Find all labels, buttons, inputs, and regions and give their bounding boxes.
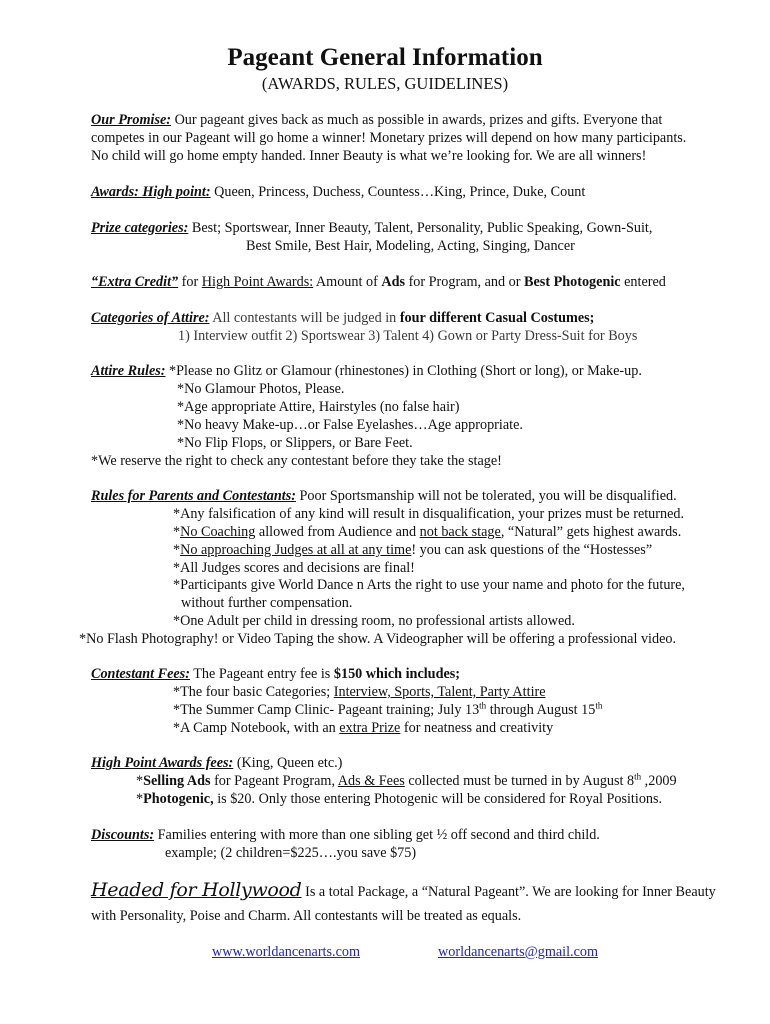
attire-rule-item: *No Glamour Photos, Please. [177,381,345,397]
fees-camp-a: *The Summer Camp Clinic- Pageant training; July 13 [173,702,480,718]
hp-fees-text: (King, Queen etc.) [233,755,343,771]
fees-categories-list: Interview, Sports, Talent, Party Attire [333,684,546,700]
extra-credit-line [91,274,666,292]
attire-label: Categories of Attire: [91,310,210,326]
hp-fees-ads-mid: for Pageant Program, [210,773,338,789]
hp-fees-item-photogenic [136,791,662,809]
fees-camp-sup-1: th [479,700,487,711]
promise-label: Our Promise: [91,112,172,128]
hollywood-line-2: with Personality, Poise and Charm. All contestants will be treated as equals. [91,908,522,924]
attire-rules-label: Attire Rules: [91,363,166,379]
promise-text-2: competes in our Pageant will go home a winner! Monetary prizes will depend on how many participants. [91,130,687,146]
attire-rules-first: *Please no Glitz or Glamour (rhinestones) in Clothing (Short or long), or Make-up. [165,363,642,379]
fees-camp-b: through August 15 [486,702,596,718]
fees-item-categories [173,684,546,702]
rules-label: Rules for Parents and Contestants: [91,488,296,504]
hollywood-text: Is a total Package, a “Natural Pageant”. We are looking for Inner Beauty [301,884,716,900]
rules-first: Poor Sportsmanship will not be tolerated, you will be disqualified. [295,488,677,504]
extra-credit-label: “Extra Credit” [91,274,179,290]
prize-line-1 [91,220,652,238]
ads-text: Ads [381,274,406,290]
extra-credit-for: for [178,274,202,290]
bullet-star: * [173,542,181,558]
fees-item-notebook [173,720,553,738]
rules-judges-end: ! you can ask questions of the “Hostesses” [411,542,653,558]
best-photogenic-text: Best Photogenic [524,274,621,290]
awards-label: Awards: High point: [91,184,211,200]
prize-text-1: Best; Sportswear, Inner Beauty, Talent, Personality, Public Speaking, Gown-Suit, [188,220,653,236]
selling-ads-text: Selling Ads [143,773,211,789]
discounts-text: Families entering with more than one sibling get ½ off second and third child. [154,827,600,843]
rules-item-judges [173,542,652,560]
attire-rule-item: *No heavy Make-up…or False Eyelashes…Age appropriate. [177,417,523,433]
promise-text-1: Our pageant gives back as much as possible in awards, prizes and gifts. Everyone that [171,112,663,128]
fees-notebook-pre: *A Camp Notebook, with an [173,720,340,736]
attire-rules-line-1 [91,363,642,381]
bullet-star: * [173,524,181,540]
fees-notebook-end: for neatness and creativity [400,720,554,736]
page-subtitle: (AWARDS, RULES, GUIDELINES) [261,74,509,93]
fees-text: The Pageant entry fee is [189,666,334,682]
fees-camp-sup-2: th [595,700,603,711]
fees-item-camp [173,702,602,720]
hp-fees-label: High Point Awards fees: [91,755,234,771]
headed-for-hollywood-script: Headed for Hollywood [91,879,302,901]
discounts-label: Discounts: [91,827,155,843]
ads-fees-text: Ads & Fees [337,773,405,789]
prize-label: Prize categories: [91,220,189,236]
fees-bold: $150 which includes; [333,666,461,682]
rules-coaching-end: , “Natural” gets highest awards. [500,524,682,540]
photogenic-text: Photogenic, [143,791,214,807]
rules-line-1 [91,488,677,506]
attire-rule-item: *Age appropriate Attire, Hairstyles (no false hair) [177,399,460,415]
attire-rule-item: *No Flip Flops, or Slippers, or Bare Feet. [177,435,413,451]
hp-fees-year: ,2009 [641,773,677,789]
email-link[interactable] [438,944,598,962]
bullet-star: * [136,773,144,789]
hp-fees-sup: th [634,771,642,782]
bullet-star: * [136,791,144,807]
no-approaching-judges-text: No approaching Judges at all at any time [180,542,412,558]
rules-item: without further compensation. [181,595,353,611]
extra-credit-mid: for Program, and or [405,274,525,290]
extra-prize-text: extra Prize [339,720,401,736]
extra-credit-end: entered [620,274,666,290]
promise-line-1 [91,112,662,130]
attire-list: 1) Interview outfit 2) Sportswear 3) Talent 4) Gown or Party Dress-Suit for Boys [178,328,638,344]
fees-label: Contestant Fees: [91,666,190,682]
attire-line-1 [91,310,594,328]
awards-line [91,184,585,202]
extra-credit-amount: Amount of [313,274,382,290]
rules-item: *All Judges scores and decisions are final! [173,560,415,576]
hp-fees-photogenic-end: is $20. Only those entering Photogenic will be considered for Royal Positions. [213,791,663,807]
email-link-text[interactable]: worldancenarts@gmail.com [438,944,599,960]
website-link[interactable] [212,944,360,962]
hp-fees-ads-end: collected must be turned in by August 8 [404,773,635,789]
no-coaching-text: No Coaching [180,524,256,540]
high-point-awards-text: High Point Awards: [201,274,314,290]
page-title: Pageant General Information [227,44,543,71]
discounts-example: example; (2 children=$225….you save $75) [165,845,417,861]
awards-text: Queen, Princess, Duchess, Countess…King, Prince, Duke, Count [210,184,586,200]
rules-item: *One Adult per child in dressing room, no professional artists allowed. [173,613,575,629]
not-back-stage-text: not back stage [419,524,501,540]
fees-categories-pre: *The four basic Categories; [173,684,334,700]
prize-text-2: Best Smile, Best Hair, Modeling, Acting, Singing, Dancer [246,238,575,254]
fees-line-1 [91,666,460,684]
discounts-line-1 [91,827,600,845]
rules-item: *Participants give World Dance n Arts the right to use your name and photo for the future, [173,577,685,593]
promise-text-3: No child will go home empty handed. Inner Beauty is what we’re looking for. We are all winners! [91,148,647,164]
attire-rules-note: *We reserve the right to check any contestant before they take the stage! [91,453,502,469]
attire-text: All contestants will be judged in [209,310,400,326]
hp-fees-line-1 [91,755,342,773]
attire-bold: four different Casual Costumes; [399,310,595,326]
rules-note: *No Flash Photography! or Video Taping the show. A Videographer will be offering a professional video. [79,631,677,647]
rules-item: *Any falsification of any kind will result in disqualification, your prizes must be returned. [173,506,685,522]
rules-item-coaching [173,524,681,542]
website-link-text[interactable]: www.worldancenarts.com [212,944,360,960]
rules-coaching-mid: allowed from Audience and [255,524,420,540]
hp-fees-item-ads [136,773,677,791]
hollywood-line-1 [91,879,716,902]
